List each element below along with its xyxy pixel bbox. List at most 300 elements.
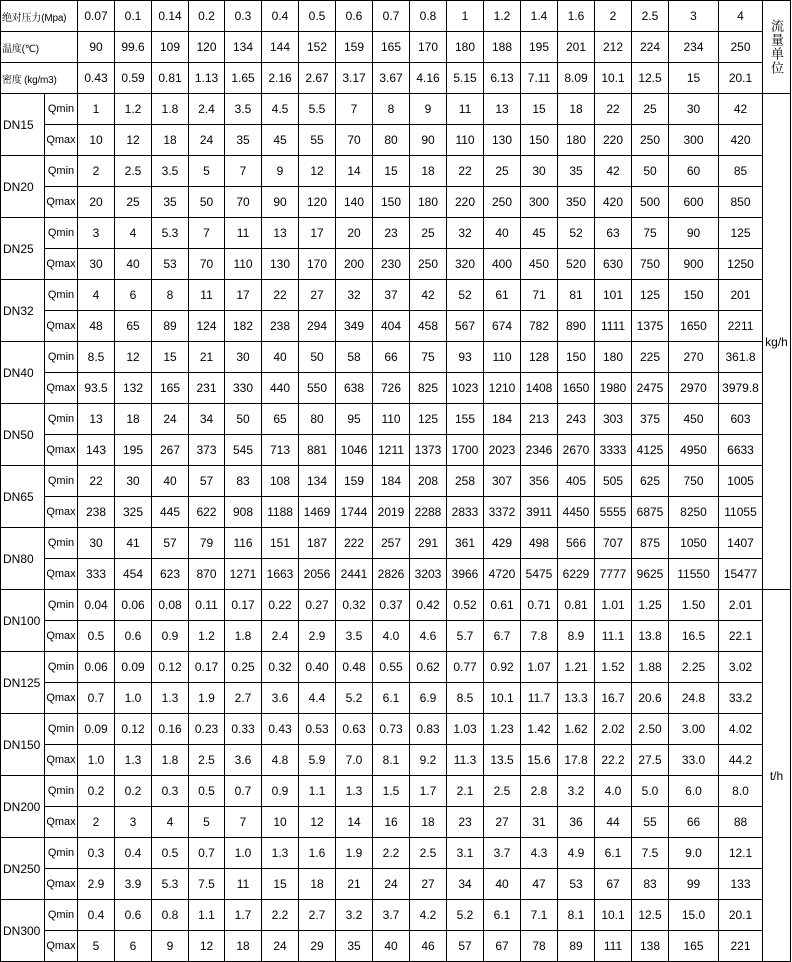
flow-value: 2.8 — [521, 776, 558, 807]
flow-value: 11055 — [719, 497, 763, 528]
table-row — [1, 714, 791, 745]
table-row — [1, 776, 791, 807]
header-value: 165 — [373, 32, 410, 63]
qmax-label: Qmax — [45, 187, 78, 218]
flow-value: 2.5 — [115, 156, 152, 187]
flow-value: 1210 — [484, 373, 521, 404]
flow-value: 0.63 — [336, 714, 373, 745]
flow-value: 4720 — [484, 559, 521, 590]
flow-value: 11550 — [669, 559, 719, 590]
flow-value: 825 — [410, 373, 447, 404]
flow-value: 1.2 — [189, 621, 225, 652]
flow-value: 0.5 — [78, 621, 115, 652]
flow-value: 40 — [484, 218, 521, 249]
flow-value: 13 — [78, 404, 115, 435]
flow-value: 0.7 — [225, 776, 262, 807]
flow-value: 116 — [225, 528, 262, 559]
flow-value: 2.2 — [262, 900, 299, 931]
flow-value: 0.5 — [152, 838, 189, 869]
flow-value: 0.12 — [152, 652, 189, 683]
flow-value: 0.09 — [78, 714, 115, 745]
flow-value: 15 — [152, 342, 189, 373]
header-value: 180 — [447, 32, 484, 63]
flow-value: 750 — [632, 249, 669, 280]
flow-value: 35 — [336, 931, 373, 962]
flow-value: 1250 — [719, 249, 763, 280]
flow-value: 24 — [189, 125, 225, 156]
flow-value: 0.2 — [115, 776, 152, 807]
flow-value: 35 — [152, 187, 189, 218]
flow-value: 12 — [115, 342, 152, 373]
flow-value: 0.32 — [262, 652, 299, 683]
flow-value: 150 — [558, 342, 595, 373]
flow-value: 1.8 — [152, 745, 189, 776]
flow-value: 2826 — [373, 559, 410, 590]
flow-value: 182 — [225, 311, 262, 342]
table-row — [1, 311, 791, 342]
flow-value: 180 — [595, 342, 632, 373]
flow-value: 150 — [373, 187, 410, 218]
flow-value: 10.1 — [484, 683, 521, 714]
header-value: 4.16 — [410, 63, 447, 94]
flow-value: 16.5 — [669, 621, 719, 652]
flow-value: 22 — [262, 280, 299, 311]
flow-value: 230 — [373, 249, 410, 280]
header-value: 0.43 — [78, 63, 115, 94]
flow-value: 258 — [447, 466, 484, 497]
flow-value: 50 — [299, 342, 336, 373]
flow-value: 4.4 — [299, 683, 336, 714]
flow-value: 1373 — [410, 435, 447, 466]
flow-value: 12 — [115, 125, 152, 156]
flow-value: 420 — [595, 187, 632, 218]
flow-value: 20 — [78, 187, 115, 218]
flow-value: 0.37 — [373, 590, 410, 621]
flow-value: 14 — [336, 807, 373, 838]
flow-value: 0.71 — [521, 590, 558, 621]
dn-size-label: DN15 — [1, 94, 45, 156]
qmax-label: Qmax — [45, 807, 78, 838]
flow-value: 187 — [299, 528, 336, 559]
flow-value: 320 — [447, 249, 484, 280]
header-value: 2.5 — [632, 1, 669, 32]
flow-value: 3.1 — [447, 838, 484, 869]
flow-value: 3 — [115, 807, 152, 838]
flow-value: 1650 — [558, 373, 595, 404]
flow-value: 294 — [299, 311, 336, 342]
table-row — [1, 435, 791, 466]
flow-value: 1650 — [669, 311, 719, 342]
flow-value: 257 — [373, 528, 410, 559]
table-row — [1, 187, 791, 218]
flow-value: 303 — [595, 404, 632, 435]
flow-value: 55 — [632, 807, 669, 838]
flow-value: 65 — [115, 311, 152, 342]
flow-value: 458 — [410, 311, 447, 342]
flow-value: 2019 — [373, 497, 410, 528]
flow-value: 0.9 — [152, 621, 189, 652]
flow-value: 454 — [115, 559, 152, 590]
flow-value: 9625 — [632, 559, 669, 590]
flow-value: 33.2 — [719, 683, 763, 714]
header-value: 0.07 — [78, 1, 115, 32]
flow-value: 45 — [262, 125, 299, 156]
flow-value: 603 — [719, 404, 763, 435]
flow-value: 267 — [152, 435, 189, 466]
flow-value: 4.5 — [262, 94, 299, 125]
flow-value: 11.3 — [447, 745, 484, 776]
header-value: 1.2 — [484, 1, 521, 32]
flow-value: 70 — [225, 187, 262, 218]
flow-value: 250 — [410, 249, 447, 280]
flow-value: 184 — [484, 404, 521, 435]
flow-value: 67 — [595, 869, 632, 900]
flow-value: 48 — [78, 311, 115, 342]
flow-value: 890 — [558, 311, 595, 342]
flow-value: 2 — [78, 156, 115, 187]
flow-value: 270 — [669, 342, 719, 373]
flow-value: 0.83 — [410, 714, 447, 745]
flow-value: 6 — [115, 931, 152, 962]
flow-value: 30 — [521, 156, 558, 187]
qmin-label: Qmin — [45, 838, 78, 869]
flow-value: 4.3 — [521, 838, 558, 869]
flow-value: 6.7 — [484, 621, 521, 652]
flow-value: 0.40 — [299, 652, 336, 683]
flow-value: 58 — [336, 342, 373, 373]
flow-value: 2 — [78, 807, 115, 838]
flow-value: 0.33 — [225, 714, 262, 745]
flow-value: 2.4 — [189, 94, 225, 125]
flow-value: 1.5 — [373, 776, 410, 807]
qmax-label: Qmax — [45, 497, 78, 528]
flow-value: 1.88 — [632, 652, 669, 683]
flow-value: 0.7 — [189, 838, 225, 869]
flow-value: 60 — [669, 156, 719, 187]
dn-size-label: DN150 — [1, 714, 45, 776]
flow-value: 70 — [336, 125, 373, 156]
flow-value: 11 — [447, 94, 484, 125]
flow-value: 3.2 — [558, 776, 595, 807]
flow-value: 125 — [410, 404, 447, 435]
flow-value: 20.6 — [632, 683, 669, 714]
qmin-label: Qmin — [45, 652, 78, 683]
flow-value: 12.5 — [632, 900, 669, 931]
flow-value: 5 — [189, 156, 225, 187]
flow-value: 140 — [336, 187, 373, 218]
flow-value: 1.9 — [189, 683, 225, 714]
flow-value: 30 — [225, 342, 262, 373]
flow-value: 0.6 — [115, 900, 152, 931]
flow-value: 150 — [521, 125, 558, 156]
flow-value: 1188 — [262, 497, 299, 528]
table-row — [1, 404, 791, 435]
flow-value: 2970 — [669, 373, 719, 404]
flow-value: 0.25 — [225, 652, 262, 683]
flow-value: 18 — [152, 125, 189, 156]
header-value: 0.6 — [336, 1, 373, 32]
flow-value: 150 — [669, 280, 719, 311]
flow-value: 30 — [78, 249, 115, 280]
flow-value: 0.06 — [115, 590, 152, 621]
table-row — [1, 807, 791, 838]
flow-value: 2.7 — [225, 683, 262, 714]
flow-value: 67 — [484, 931, 521, 962]
flow-value: 40 — [484, 869, 521, 900]
header-value: 0.59 — [115, 63, 152, 94]
flow-value: 52 — [558, 218, 595, 249]
flow-value: 1046 — [336, 435, 373, 466]
flow-value: 498 — [521, 528, 558, 559]
flow-value: 110 — [225, 249, 262, 280]
qmax-label: Qmax — [45, 373, 78, 404]
flow-value: 875 — [632, 528, 669, 559]
flow-value: 33.0 — [669, 745, 719, 776]
flow-value: 2833 — [447, 497, 484, 528]
flow-value: 89 — [152, 311, 189, 342]
flow-value: 34 — [189, 404, 225, 435]
flow-value: 14 — [336, 156, 373, 187]
flow-value: 0.09 — [115, 652, 152, 683]
header-value: 152 — [299, 32, 336, 63]
flow-value: 238 — [78, 497, 115, 528]
flow-value: 128 — [521, 342, 558, 373]
flow-value: 93.5 — [78, 373, 115, 404]
flow-value: 2.9 — [299, 621, 336, 652]
table-row — [1, 249, 791, 280]
flow-value: 22.1 — [719, 621, 763, 652]
header-value: 99.6 — [115, 32, 152, 63]
flow-value: 81 — [558, 280, 595, 311]
flow-value: 4.8 — [262, 745, 299, 776]
header-value: 0.1 — [115, 1, 152, 32]
flow-value: 18 — [225, 931, 262, 962]
flow-value: 349 — [336, 311, 373, 342]
qmin-label: Qmin — [45, 900, 78, 931]
flow-value: 24 — [262, 931, 299, 962]
flow-value: 0.73 — [373, 714, 410, 745]
flow-value: 1.3 — [336, 776, 373, 807]
flow-value: 2.4 — [262, 621, 299, 652]
header-value: 201 — [558, 32, 595, 63]
header-value: 0.8 — [410, 1, 447, 32]
flow-value: 44.2 — [719, 745, 763, 776]
flow-value: 30 — [669, 94, 719, 125]
qmax-label: Qmax — [45, 745, 78, 776]
flow-value: 22 — [78, 466, 115, 497]
qmax-label: Qmax — [45, 125, 78, 156]
flow-value: 23 — [447, 807, 484, 838]
flow-value: 45 — [521, 218, 558, 249]
header-value: 12.5 — [632, 63, 669, 94]
flow-value: 6.1 — [373, 683, 410, 714]
flow-value: 440 — [262, 373, 299, 404]
flow-value: 165 — [152, 373, 189, 404]
flow-value: 71 — [521, 280, 558, 311]
flow-value: 404 — [373, 311, 410, 342]
flow-value: 750 — [669, 466, 719, 497]
dn-size-label: DN200 — [1, 776, 45, 838]
flow-value: 6.1 — [595, 838, 632, 869]
flow-value: 180 — [410, 187, 447, 218]
flow-value: 124 — [189, 311, 225, 342]
table-row — [1, 745, 791, 776]
qmin-label: Qmin — [45, 280, 78, 311]
table-row — [1, 652, 791, 683]
flow-value: 375 — [632, 404, 669, 435]
flow-value: 80 — [373, 125, 410, 156]
flow-value: 42 — [410, 280, 447, 311]
flow-value: 0.52 — [447, 590, 484, 621]
flow-value: 0.17 — [225, 590, 262, 621]
flow-value: 307 — [484, 466, 521, 497]
flow-value: 42 — [595, 156, 632, 187]
header-label: 绝对压力(Mpa) — [1, 1, 78, 32]
flow-value: 0.4 — [115, 838, 152, 869]
header-value: 134 — [225, 32, 262, 63]
flow-value: 1.7 — [225, 900, 262, 931]
flow-value: 4.0 — [373, 621, 410, 652]
flow-value: 1.6 — [299, 838, 336, 869]
flow-value: 1.1 — [299, 776, 336, 807]
flow-value: 132 — [115, 373, 152, 404]
flow-value: 53 — [152, 249, 189, 280]
flow-value: 3.7 — [373, 900, 410, 931]
flow-value: 330 — [225, 373, 262, 404]
flow-value: 2441 — [336, 559, 373, 590]
flow-value: 50 — [632, 156, 669, 187]
flow-value: 505 — [595, 466, 632, 497]
flow-value: 1980 — [595, 373, 632, 404]
flow-value: 3.00 — [669, 714, 719, 745]
qmin-label: Qmin — [45, 528, 78, 559]
dn-size-label: DN100 — [1, 590, 45, 652]
header-value: 224 — [632, 32, 669, 63]
flow-value: 66 — [373, 342, 410, 373]
flow-value: 10 — [262, 807, 299, 838]
header-value: 5.15 — [447, 63, 484, 94]
header-value: 1.6 — [558, 1, 595, 32]
flow-value: 545 — [225, 435, 262, 466]
flow-value: 6.1 — [484, 900, 521, 931]
flow-value: 151 — [262, 528, 299, 559]
flow-value: 29 — [299, 931, 336, 962]
flow-value: 8 — [373, 94, 410, 125]
flow-value: 18 — [558, 94, 595, 125]
flow-value: 0.08 — [152, 590, 189, 621]
flow-value: 16 — [373, 807, 410, 838]
flow-value: 16.7 — [595, 683, 632, 714]
flow-value: 130 — [262, 249, 299, 280]
flow-value: 21 — [189, 342, 225, 373]
flow-value: 3.5 — [152, 156, 189, 187]
flow-value: 22 — [447, 156, 484, 187]
flow-value: 0.2 — [78, 776, 115, 807]
flow-value: 850 — [719, 187, 763, 218]
flow-value: 1.3 — [262, 838, 299, 869]
header-value: 1.65 — [225, 63, 262, 94]
flow-value: 2.2 — [373, 838, 410, 869]
flow-value: 90 — [669, 218, 719, 249]
header-value: 0.5 — [299, 1, 336, 32]
flow-value: 40 — [262, 342, 299, 373]
flow-value: 4950 — [669, 435, 719, 466]
flow-value: 1.0 — [78, 745, 115, 776]
flow-value: 120 — [299, 187, 336, 218]
flow-value: 63 — [595, 218, 632, 249]
flow-value: 1375 — [632, 311, 669, 342]
flow-value: 0.43 — [262, 714, 299, 745]
flow-value: 6633 — [719, 435, 763, 466]
header-value: 3.67 — [373, 63, 410, 94]
flow-value: 159 — [336, 466, 373, 497]
flow-value: 707 — [595, 528, 632, 559]
flow-value: 0.32 — [336, 590, 373, 621]
flow-value: 7.5 — [189, 869, 225, 900]
qmin-label: Qmin — [45, 776, 78, 807]
flow-value: 17 — [299, 218, 336, 249]
dn-size-label: DN250 — [1, 838, 45, 900]
qmin-label: Qmin — [45, 466, 78, 497]
flow-value: 7.0 — [336, 745, 373, 776]
flow-value: 9.2 — [410, 745, 447, 776]
flow-value: 89 — [558, 931, 595, 962]
flow-value: 99 — [669, 869, 719, 900]
flow-value: 50 — [189, 187, 225, 218]
flow-value: 180 — [558, 125, 595, 156]
flow-value: 625 — [632, 466, 669, 497]
flow-value: 1.25 — [632, 590, 669, 621]
flow-value: 361.8 — [719, 342, 763, 373]
flow-value: 1407 — [719, 528, 763, 559]
header-value: 1 — [447, 1, 484, 32]
flow-value: 325 — [115, 497, 152, 528]
flow-value: 5.2 — [336, 683, 373, 714]
flow-value: 3.7 — [484, 838, 521, 869]
flow-value: 782 — [521, 311, 558, 342]
flow-value: 95 — [336, 404, 373, 435]
flow-value: 101 — [595, 280, 632, 311]
flow-value: 4.6 — [410, 621, 447, 652]
flow-value: 25 — [632, 94, 669, 125]
flow-value: 27 — [484, 807, 521, 838]
flow-value: 0.42 — [410, 590, 447, 621]
flow-value: 567 — [447, 311, 484, 342]
flow-value: 12 — [189, 931, 225, 962]
dn-size-label: DN300 — [1, 900, 45, 962]
flow-value: 125 — [719, 218, 763, 249]
flow-value: 8.5 — [447, 683, 484, 714]
header-value: 188 — [484, 32, 521, 63]
flow-value: 0.17 — [189, 652, 225, 683]
flow-value: 2.01 — [719, 590, 763, 621]
flow-value: 3.6 — [262, 683, 299, 714]
header-value: 195 — [521, 32, 558, 63]
flow-value: 8 — [152, 280, 189, 311]
flow-value: 1.23 — [484, 714, 521, 745]
flow-value: 1700 — [447, 435, 484, 466]
flow-value: 405 — [558, 466, 595, 497]
flow-value: 1.01 — [595, 590, 632, 621]
flow-value: 622 — [189, 497, 225, 528]
flow-value: 3.2 — [336, 900, 373, 931]
qmax-label: Qmax — [45, 683, 78, 714]
header-value: 90 — [78, 32, 115, 63]
header-value: 3.17 — [336, 63, 373, 94]
qmax-label: Qmax — [45, 311, 78, 342]
flow-value: 4125 — [632, 435, 669, 466]
header-value: 159 — [336, 32, 373, 63]
